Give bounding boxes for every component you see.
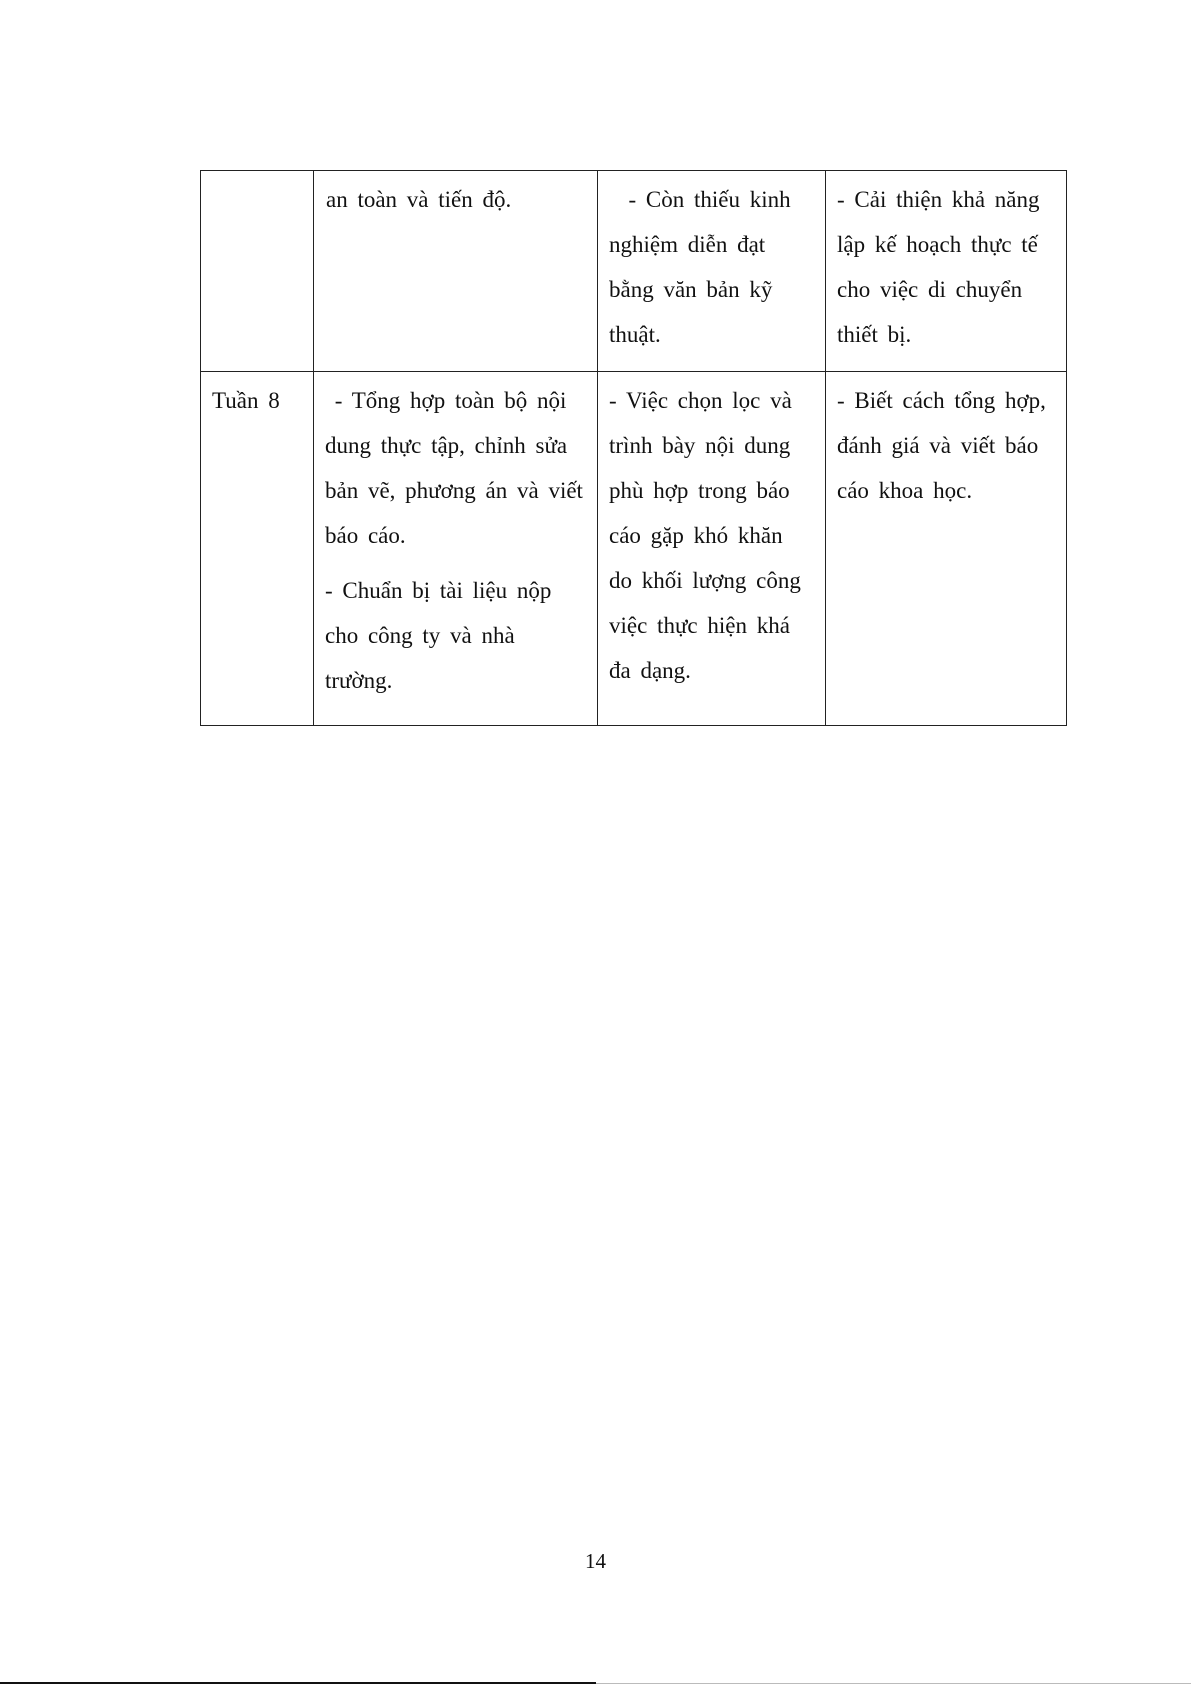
table-row	[201, 171, 1067, 372]
week-cell	[201, 372, 314, 726]
bottom-divider-light	[596, 1683, 1191, 1684]
table-row	[201, 372, 1067, 726]
page-number: 14	[585, 1549, 606, 1573]
week-cell	[201, 171, 314, 372]
lessons-paragraph: - Cải thiện khả năng lập kế hoạch thực tế cho việc di chuyển thiết bị.	[837, 187, 1040, 347]
content-cell	[314, 372, 598, 726]
bottom-divider	[0, 1682, 596, 1684]
content-paragraph: an toàn và tiến độ.	[326, 187, 512, 212]
lessons-cell	[826, 372, 1067, 726]
difficulties-cell	[598, 372, 826, 726]
week-label: Tuần 8	[212, 388, 280, 413]
content-paragraph: - Chuẩn bị tài liệu nộp cho công ty và nhà trường.	[325, 578, 552, 693]
content-cell	[314, 171, 598, 372]
lessons-paragraph: - Biết cách tổng hợp, đánh giá và viết báo cáo khoa học.	[837, 388, 1046, 503]
difficulties-paragraph: - Còn thiếu kinh nghiệm diễn đạt bằng văn bản kỹ thuật.	[609, 187, 801, 347]
internship-log-table	[200, 170, 1067, 726]
difficulties-paragraph: - Việc chọn lọc và trình bày nội dung phù hợp trong báo cáo gặp khó khăn do khối lượng công việc thực hiện khá đa dạng.	[609, 388, 801, 683]
difficulties-cell	[598, 171, 826, 372]
lessons-cell	[826, 171, 1067, 372]
content-paragraph: - Tổng hợp toàn bộ nội dung thực tập, chỉnh sửa bản vẽ, phương án và viết báo cáo.	[325, 388, 593, 548]
